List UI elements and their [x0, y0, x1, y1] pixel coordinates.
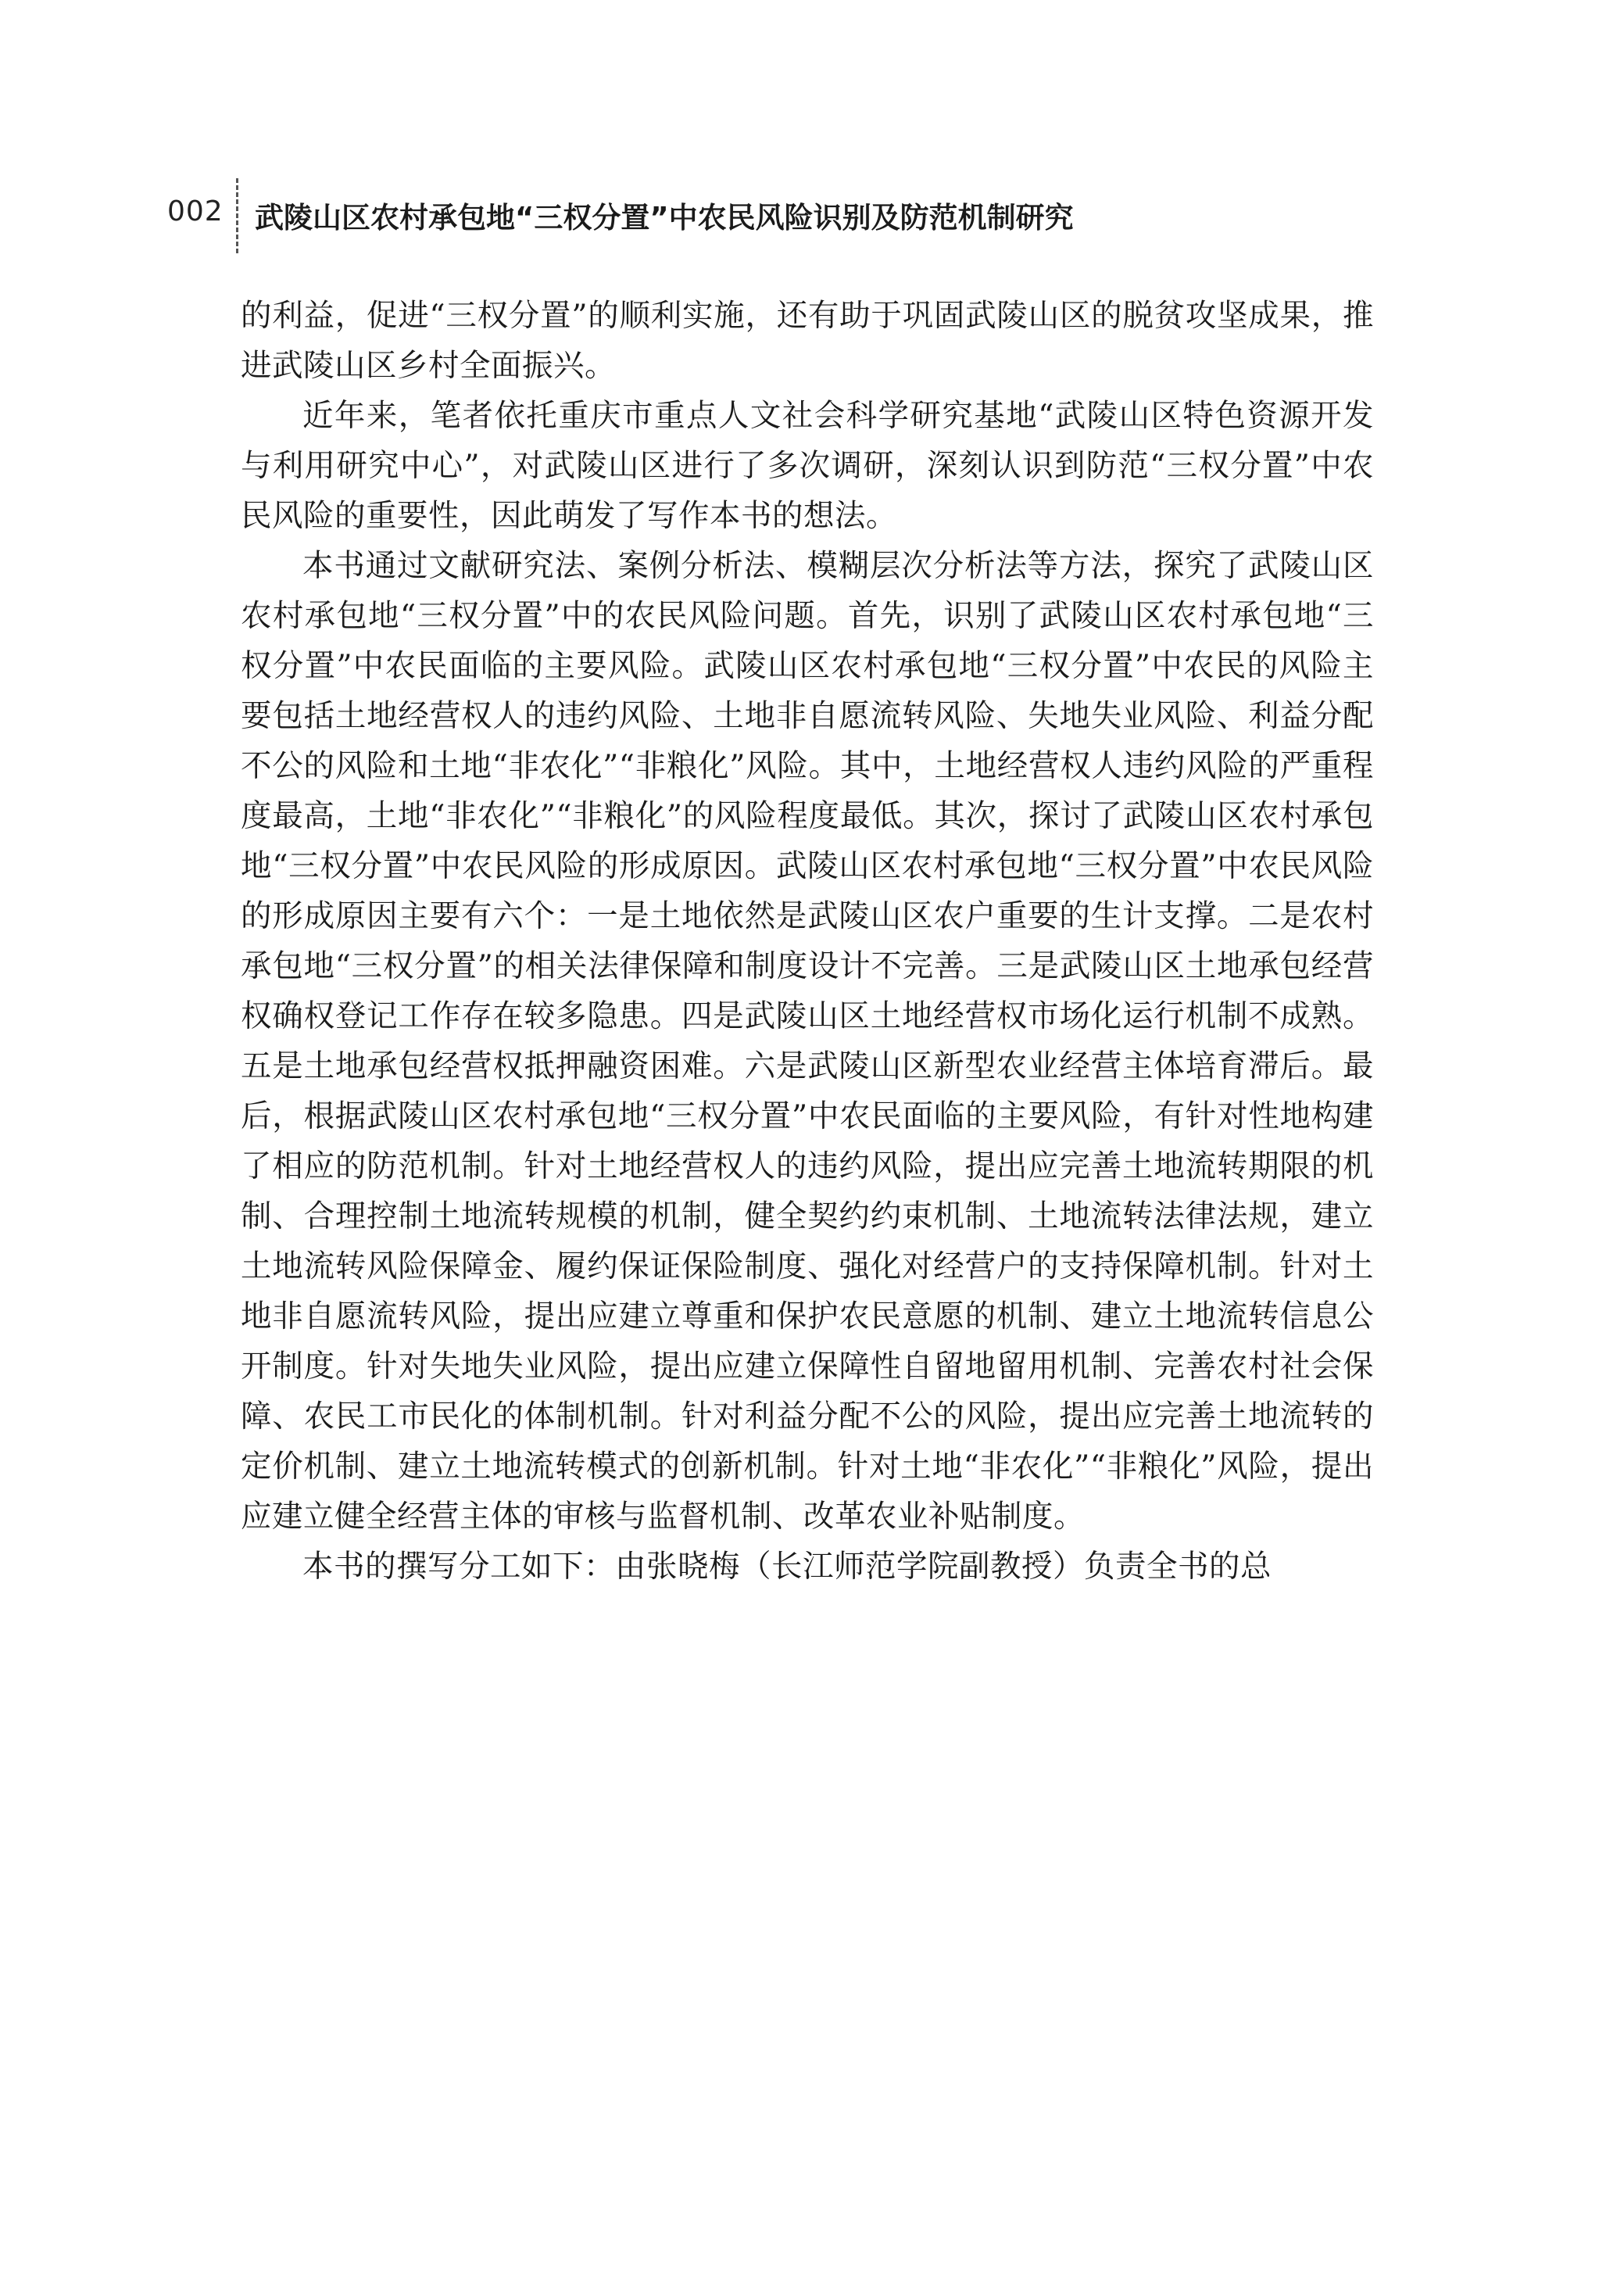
paragraph: 本书通过文献研究法、案例分析法、模糊层次分析法等方法，探究了武陵山区农村承包地“三权分置”中的农民风险问题。首先，识别了武陵山区农村承包地“三权分置”中农民面临的主要风险。武陵山区农村承包地“三权分置”中农民的风险主要包括土地经营权人的违约风险、土地非自愿流转风险、失地失业风险、利益分配不公的风险和土地“非农化”“非粮化”风险。其中，土地经营权人违约风险的严重程度最高，土地“非农化”“非粮化”的风险程度最低。其次，探讨了武陵山区农村承包地“三权分置”中农民风险的形成原因。武陵山区农村承包地“三权分置”中农民风险的形成原因主要有六个：一是土地依然是武陵山区农户重要的生计支撑。二是农村承包地“三权分置”的相关法律保障和制度设计不完善。三是武陵山区土地承包经营权确权登记工作存在较多隐患。四是武陵山区土地经营权市场化运行机制不成熟。五是土地承包经营权抵押融资困难。六是武陵山区新型农业经营主体培育滞后。最后，根据武陵山区农村承包地“三权分置”中农民面临的主要风险，有针对性地构建了相应的防范机制。针对土地经营权人的违约风险，提出应完善土地流转期限的机制、合理控制土地流转规模的机制，健全契约约束机制、土地流转法律法规，建立土地流转风险保障金、履约保证保险制度、强化对经营户的支持保障机制。针对土地非自愿流转风险，提出应建立尊重和保护农民意愿的机制、建立土地流转信息公开制度。针对失地失业风险，提出应建立保障性自留地留用机制、完善农村社会保障、农民工市民化的体制机制。针对利益分配不公的风险，提出应完善土地流转的定价机制、建立土地流转模式的创新机制。针对土地“非农化”“非粮化”风险，提出应建立健全经营主体的审核与监督机制、改革农业补贴制度。: [241, 548, 1374, 1535]
paragraph-continued: 的利益，促进“三权分置”的顺利实施，还有助于巩固武陵山区的脱贫攻坚成果，推进武陵山区乡村全面振兴。: [241, 298, 1374, 384]
page-number: 002: [167, 195, 224, 227]
paragraph: 近年来，笔者依托重庆市重点人文社会科学研究基地“武陵山区特色资源开发与利用研究中心”，对武陵山区进行了多次调研，深刻认识到防范“三权分置”中农民风险的重要性，因此萌发了写作本书的想法。: [241, 398, 1374, 534]
header-divider: [236, 178, 238, 253]
body-text: [241, 291, 1374, 1592]
paragraph: 本书的撰写分工如下：由张晓梅（长江师范学院副教授）负责全书的总: [302, 1549, 1272, 1585]
running-title: 武陵山区农村承包地“三权分置”中农民风险识别及防范机制研究: [255, 201, 1074, 235]
